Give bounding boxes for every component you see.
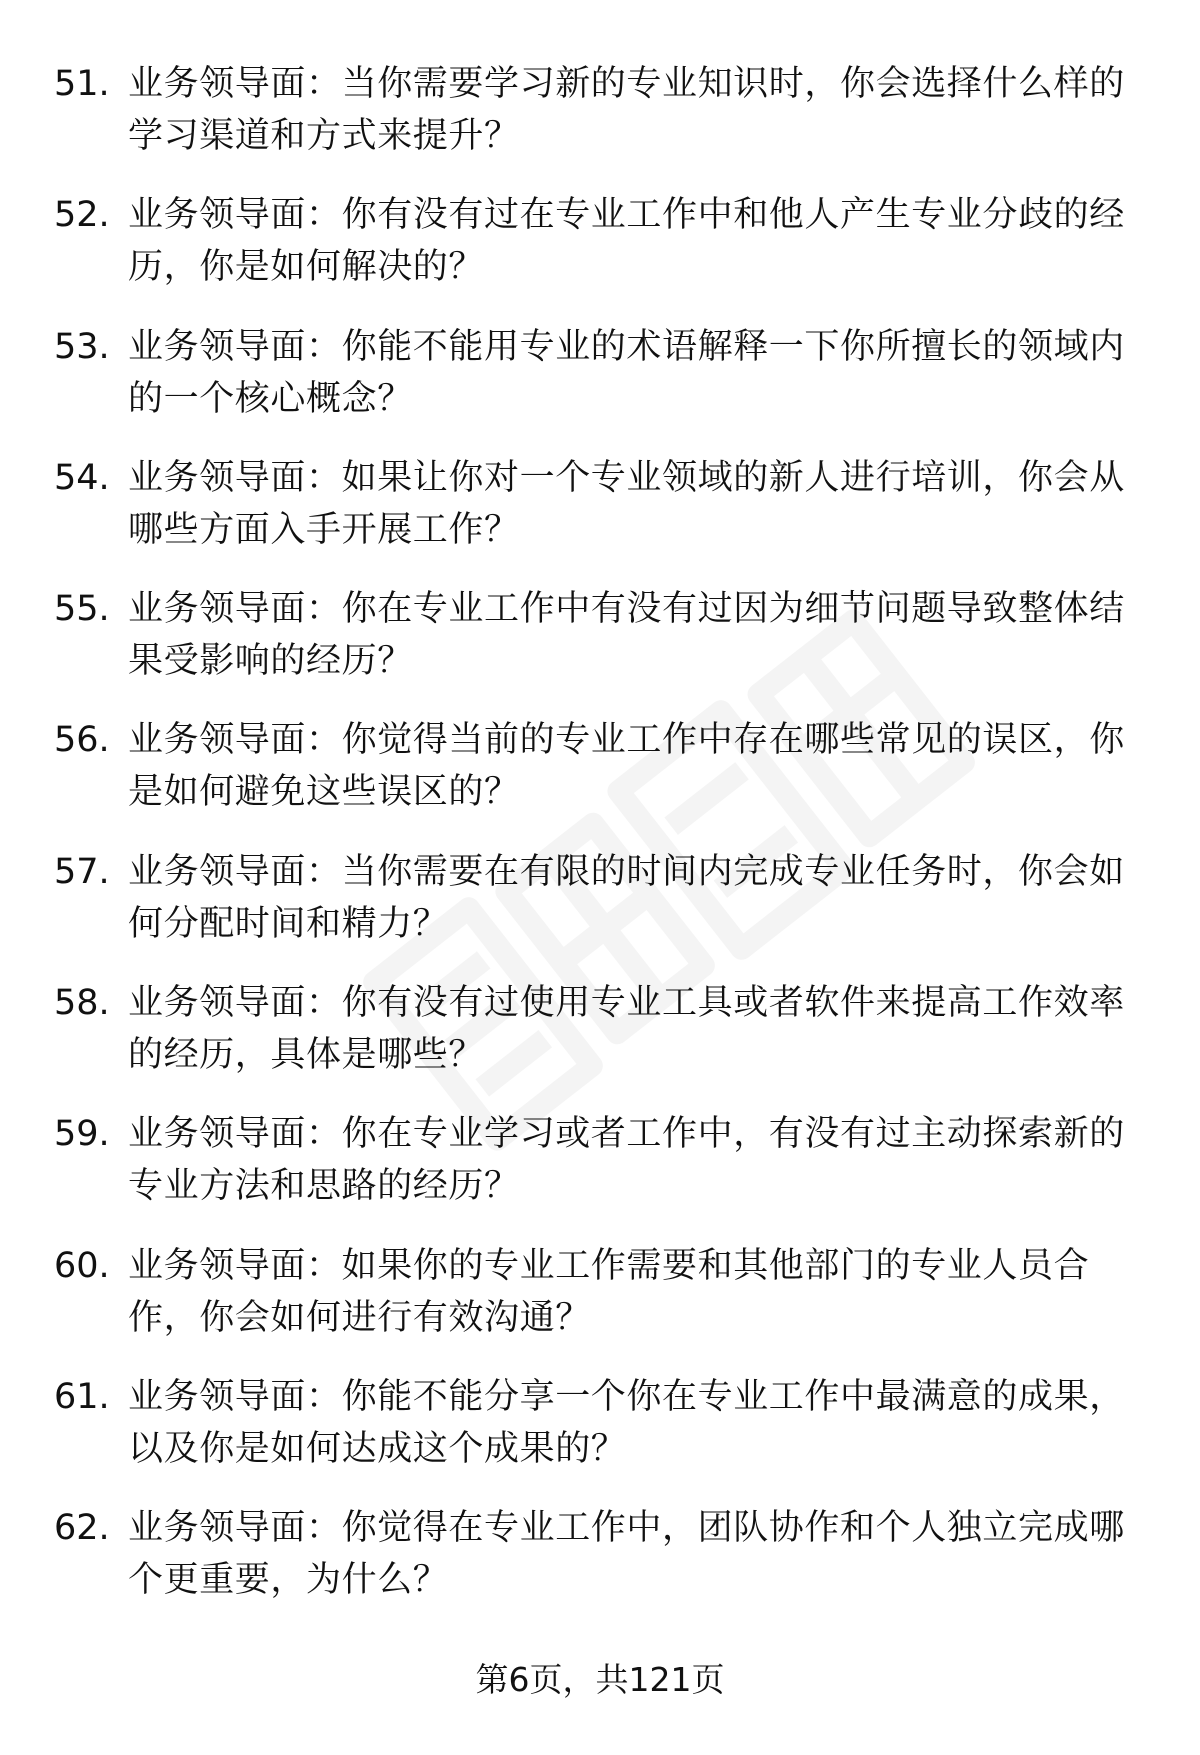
question-number: 56. xyxy=(54,720,110,761)
question-item xyxy=(0,846,1200,977)
question-text: 业务领导面：你有没有过在专业工作中和他人产生专业分歧的经历，你是如何解决的？ xyxy=(128,195,1125,288)
question-item xyxy=(0,321,1200,452)
question-number: 60. xyxy=(54,1245,110,1286)
question-text: 业务领导面：你能不能分享一个你在专业工作中最满意的成果，以及你是如何达成这个成果的？ xyxy=(128,1376,1125,1469)
question-text: 业务领导面：你觉得在专业工作中，团队协作和个人独立完成哪个更重要，为什么？ xyxy=(128,1508,1125,1601)
question-number: 54. xyxy=(54,457,110,498)
question-item xyxy=(0,583,1200,714)
question-text: 业务领导面：如果让你对一个专业领域的新人进行培训，你会从哪些方面入手开展工作？ xyxy=(128,457,1125,550)
question-text: 业务领导面：你觉得当前的专业工作中存在哪些常见的误区，你是如何避免这些误区的？ xyxy=(128,720,1125,813)
question-item xyxy=(0,977,1200,1108)
question-number: 62. xyxy=(54,1508,110,1549)
question-text: 业务领导面：你在专业工作中有没有过因为细节问题导致整体结果受影响的经历？ xyxy=(128,589,1125,682)
question-number: 51. xyxy=(54,64,110,104)
question-item xyxy=(0,1502,1200,1633)
question-list xyxy=(0,58,1200,1634)
question-text: 业务领导面：你在专业学习或者工作中，有没有过主动探索新的专业方法和思路的经历？ xyxy=(128,1114,1125,1207)
question-item xyxy=(0,714,1200,845)
question-text: 业务领导面：你有没有过使用专业工具或者软件来提高工作效率的经历，具体是哪些？ xyxy=(128,983,1125,1076)
question-number: 57. xyxy=(54,851,110,892)
question-item xyxy=(0,452,1200,583)
question-item xyxy=(0,1240,1200,1371)
question-number: 53. xyxy=(54,326,110,367)
page-number: 第6页，共121页 xyxy=(475,1660,725,1699)
question-item xyxy=(0,1108,1200,1239)
question-number: 58. xyxy=(54,983,110,1024)
question-text: 业务领导面：当你需要在有限的时间内完成专业任务时，你会如何分配时间和精力？ xyxy=(128,851,1125,944)
question-number: 59. xyxy=(54,1114,110,1155)
question-text: 业务领导面：当你需要学习新的专业知识时，你会选择什么样的学习渠道和方式来提升？ xyxy=(128,64,1125,156)
question-item xyxy=(0,58,1200,189)
question-number: 55. xyxy=(54,589,110,630)
question-number: 52. xyxy=(54,195,110,236)
question-item xyxy=(0,1371,1200,1502)
question-text: 业务领导面：如果你的专业工作需要和其他部门的专业人员合作，你会如何进行有效沟通？ xyxy=(128,1245,1090,1338)
question-item xyxy=(0,189,1200,320)
question-number: 61. xyxy=(54,1376,110,1417)
question-text: 业务领导面：你能不能用专业的术语解释一下你所擅长的领域内的一个核心概念？ xyxy=(128,326,1125,419)
